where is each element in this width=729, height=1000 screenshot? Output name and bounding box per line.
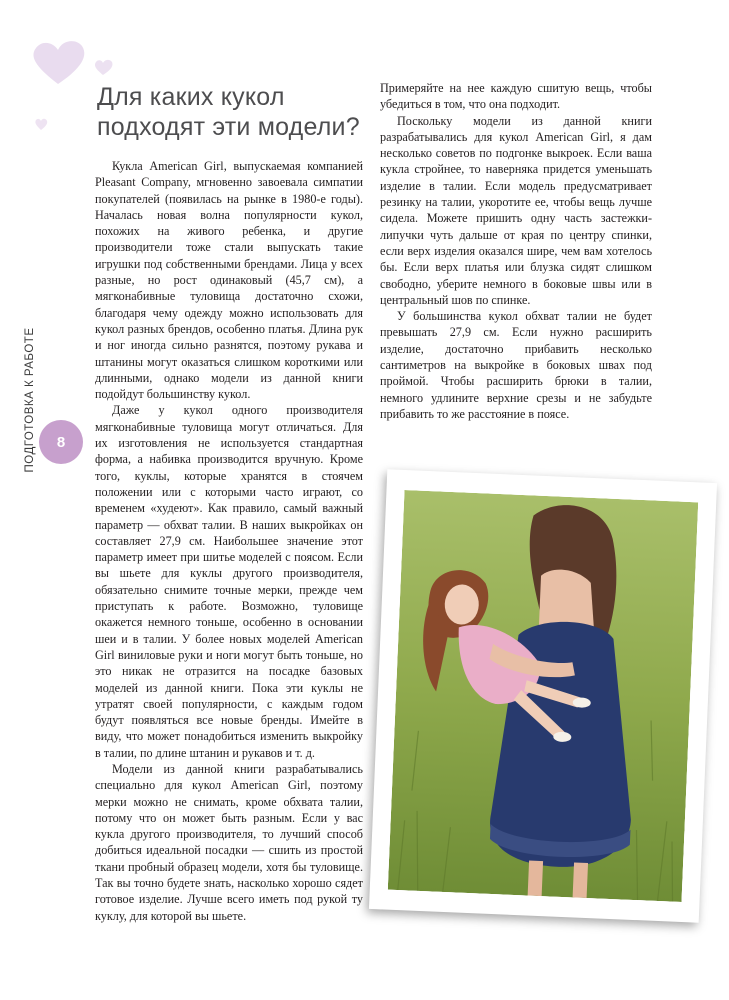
paragraph: Даже у кукол одного производителя мягконабивные туловища могут отличаться. Для их изготовления не используется стандартная форма, а набивка производится вручную. Кроме того, куклы, которые хранятся в стоячем положении или с которыми часто играют, со временем «худеют». Как правило, самый важный параметр — обхват талии. В наших выкройках он составляет 27,9 см. Наибольшее значение этот параметр имеет при шитье моделей с поясом. Если вы шьете для куклы другого производителя, обязательно снимите точные мерки, прежде чем приступать к работе. Возможно, туловище окажется немного тоньше, особенно в основании шеи и в талии. У более новых моделей American Girl виниловые руки и ноги могут быть тоньше, но это никак не отразится на посадке базовых моделей из данной книги. Пока эти куклы не утратят своей популярности, с каждым годом будут появляться все новые бренды. Имейте в виду, что может понадобиться изменить выкройку в талии, по длине штанин и рукавов и т. д.	[95, 403, 363, 760]
girl-with-doll-photo	[388, 490, 698, 902]
paragraph: Поскольку модели из данной книги разрабатывались для кукол American Girl, я дам несколько советов по подгонке выкроек. Если ваша кукла стройнее, то наверняка придется уменьшать изделие в талии. Если модель предусматривает резинку на талии, укоротите ее, чтобы вещь лучше сидела. Можете пришить одну часть застежки-липучки чуть дальше от края по центру спинки, если верх изделия оказался шире, чем вам хотелось бы. Если верх платья или блузка сидят слишком свободно, уберите немного в боковые швы или в центральный шов по спинке.	[380, 113, 652, 307]
left-text-column	[95, 158, 363, 924]
page-number-badge: 8	[39, 420, 83, 464]
right-text-column	[380, 80, 652, 422]
paragraph: Примеряйте на нее каждую сшитую вещь, чтобы убедиться в том, что она подходит.	[380, 81, 652, 112]
page-title	[97, 82, 377, 142]
photo-polaroid-frame	[369, 469, 717, 922]
title-line-2: подходят эти модели?	[97, 113, 360, 141]
paragraph: Модели из данной книги разрабатывались специально для кукол American Girl, поэтому мерки можно не снимать, кроме обхвата талии, потому что он может быть разным. Если у вас кукла другого производителя, то лучший способ добиться идеальной посадки — сшить из простой ткани пробный образец модели, хотя бы туловище. Так вы точно будете знать, насколько хорошо сядет готовое изделие. Лучше всего иметь под рукой ту куклу, для которой вы шьете.	[95, 761, 363, 923]
paragraph: У большинства кукол обхват талии не будет превышать 27,9 см. Если нужно расширить изделие, достаточно прибавить несколько сантиметров на выкройке в боковых швах под проймой. Чтобы расширить брюки в талии, немного удлините верхние срезы и не забудьте прибавить то же расстояние в поясе.	[380, 309, 652, 421]
paragraph: Кукла American Girl, выпускаемая компанией Pleasant Company, мгновенно завоевала симпатии покупателей (появилась на рынке в 1980-е годы). Началась новая волна популярности кукол, похожих на живого ребенка, и другие производители тоже стали выпускать такие игрушки под собственными брендами. Лица у всех разные, но рост одинаковый (45,7 см), а мягконабивные туловища достаточно схожи, благодаря чему одежду можно использовать для кукол разных брендов, особенно платья. Длина рук и ног иногда сильно разнятся, поэтому рукава и штанины могут оказаться слишком короткими или длинными, однако модели из данной книги подойдут большинству кукол.	[95, 159, 363, 402]
title-line-1: Для каких кукол	[97, 83, 285, 111]
section-label: ПОДГОТОВКА К РАБОТЕ	[24, 327, 36, 473]
